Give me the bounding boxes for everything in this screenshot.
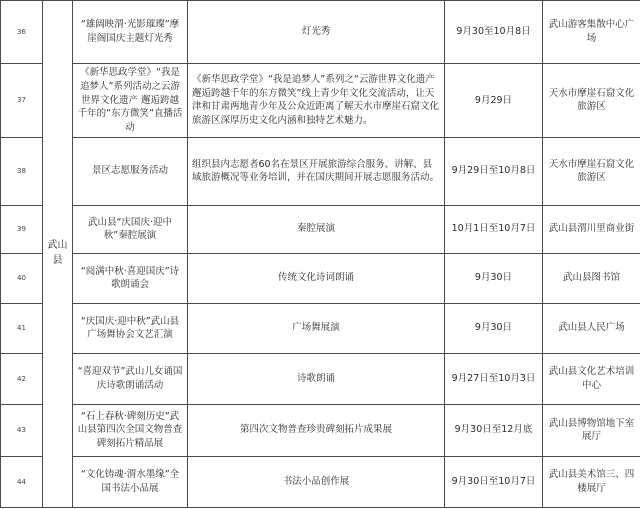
row-number: 41 bbox=[1, 303, 43, 353]
row-number: 44 bbox=[1, 456, 43, 507]
activity-place: 武山游客集散中心广场 bbox=[543, 1, 640, 64]
table-row bbox=[1, 303, 640, 353]
activity-content: 诗歌朗诵 bbox=[188, 353, 445, 404]
activity-place: 天水市摩崖石窟文化旅游区 bbox=[543, 137, 640, 205]
activity-content: 组织县内志愿者60名在景区开展旅游综合服务、讲解、县域旅游概况等业务培训，并在国庆期间开展志愿服务活动。 bbox=[188, 137, 445, 205]
activity-place: 武山县图书馆 bbox=[543, 253, 640, 303]
table-row bbox=[1, 137, 640, 205]
activity-date: 9月30日至10月7日 bbox=[445, 456, 543, 507]
activity-place: 武山县渭川里商业街 bbox=[543, 205, 640, 253]
table-row bbox=[1, 64, 640, 138]
table-row bbox=[1, 253, 640, 303]
activity-date: 9月30日至12月底 bbox=[445, 404, 543, 456]
activity-date: 9月29日至10月8日 bbox=[445, 137, 543, 205]
row-number: 43 bbox=[1, 404, 43, 456]
row-number: 42 bbox=[1, 353, 43, 404]
table-row bbox=[1, 404, 640, 456]
activity-content: 秦腔展演 bbox=[188, 205, 445, 253]
activity-name: 武山县“庆国庆·迎中秋”秦腔展演 bbox=[73, 205, 188, 253]
activity-name: 《新华思政学堂》“我是追梦人”系列活动之云游世界文化遗产 邂逅跨越千年的“东方微笑”直播活动 bbox=[73, 64, 188, 138]
activity-date: 9月30日 bbox=[445, 253, 543, 303]
activity-content: 灯光秀 bbox=[188, 1, 445, 64]
activity-date: 10月1日至10月7日 bbox=[445, 205, 543, 253]
activity-name: “阅满中秋·喜迎国庆”诗歌朗诵会 bbox=[73, 253, 188, 303]
activity-content: 传统文化诗词朗诵 bbox=[188, 253, 445, 303]
activity-place: 武山县美术馆三、四楼展厅 bbox=[543, 456, 640, 507]
activity-name: “喜迎双节”武山儿女诵国庆诗歌朗诵活动 bbox=[73, 353, 188, 404]
table-row bbox=[1, 353, 640, 404]
activity-place: 武山县博物馆地下室展厅 bbox=[543, 404, 640, 456]
activity-place: 天水市摩崖石窟文化旅游区 bbox=[543, 64, 640, 138]
row-number: 36 bbox=[1, 1, 43, 64]
row-number: 40 bbox=[1, 253, 43, 303]
county-cell: 武山县 bbox=[43, 1, 73, 508]
table-row bbox=[1, 205, 640, 253]
activity-content: 书法小品创作展 bbox=[188, 456, 445, 507]
activity-content: 广场舞展演 bbox=[188, 303, 445, 353]
activity-date: 9月30日 bbox=[445, 303, 543, 353]
activity-date: 9月30至10月8日 bbox=[445, 1, 543, 64]
row-number: 38 bbox=[1, 137, 43, 205]
table-row bbox=[1, 1, 640, 64]
activity-date: 9月29日 bbox=[445, 64, 543, 138]
table-row bbox=[1, 456, 640, 507]
activity-place: 武山县人民广场 bbox=[543, 303, 640, 353]
row-number: 39 bbox=[1, 205, 43, 253]
activity-content: 《新华思政学堂》“我是追梦人”系列之“云游世界文化遗产 邂逅跨越千年的东方微笑”线上青少年文化交流活动，让天津和甘肃两地青少年及公众近距离了解天水市摩崖石窟文化旅游区深厚历史文化内涵和独特艺术魅力。 bbox=[188, 64, 445, 138]
activity-name: “文化铸魂·渭水墨缘”全国书法小品展 bbox=[73, 456, 188, 507]
activity-content: 第四次文物普查珍贵碑刻拓片成果展 bbox=[188, 404, 445, 456]
activity-place: 武山县文化艺术培训中心 bbox=[543, 353, 640, 404]
activity-name: “石上春秋·碑刻历史”武山县第四次全国文物普查碑刻拓片精品展 bbox=[73, 404, 188, 456]
row-number: 37 bbox=[1, 64, 43, 138]
activity-name: “庆国庆·迎中秋”武山县广场舞协会文艺汇演 bbox=[73, 303, 188, 353]
activity-name: “雄阔映渭·光影璀璨”摩崖阁国庆主题灯光秀 bbox=[73, 1, 188, 64]
activity-date: 9月27日至10月3日 bbox=[445, 353, 543, 404]
activity-name: 景区志愿服务活动 bbox=[73, 137, 188, 205]
